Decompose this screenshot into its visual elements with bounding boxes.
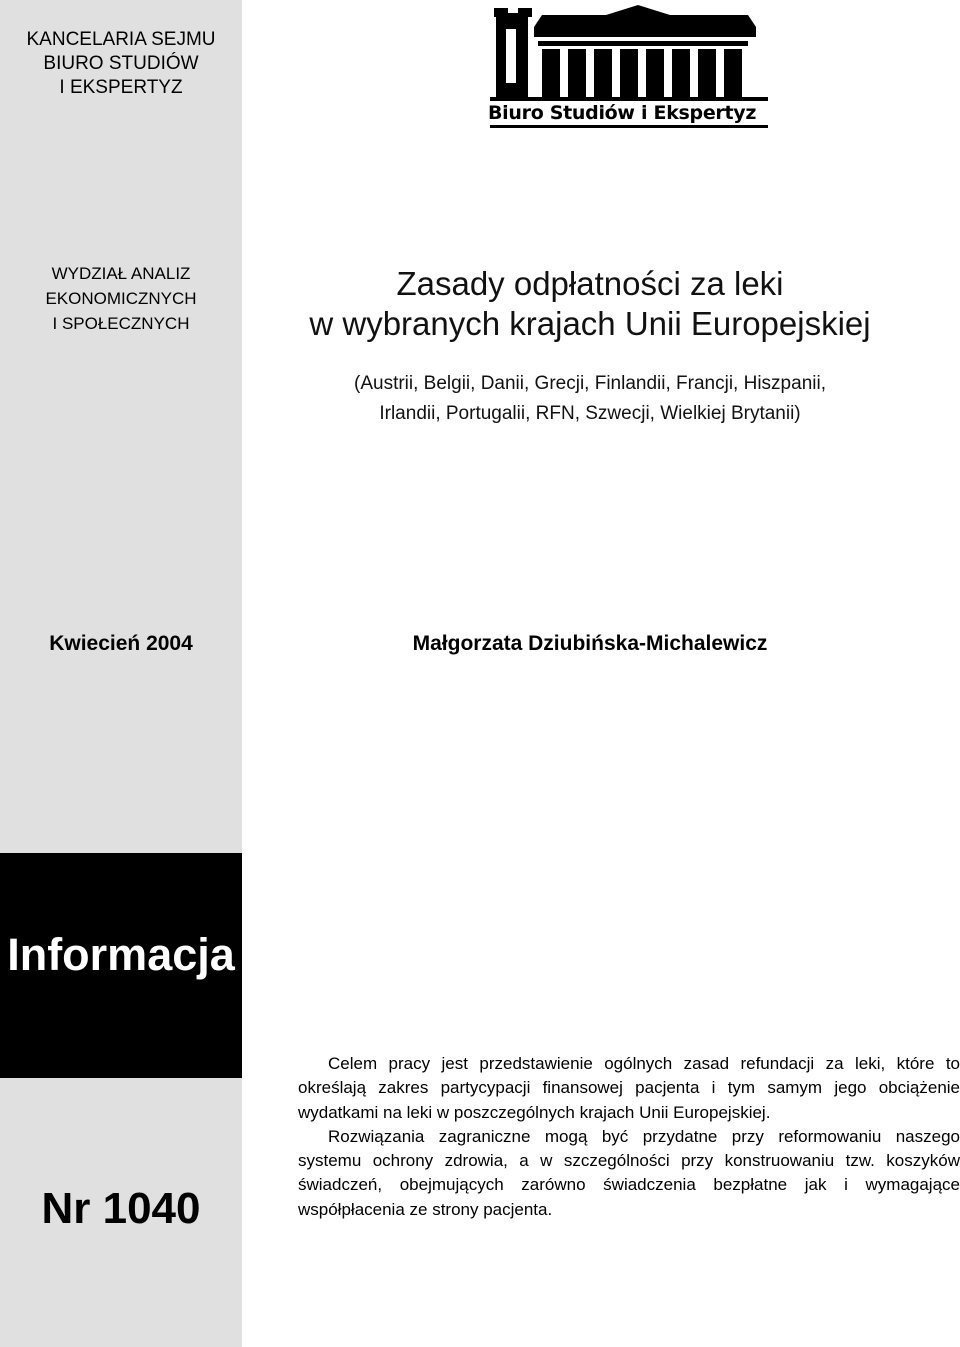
document-title bbox=[300, 264, 880, 344]
department-line: WYDZIAŁ ANALIZ bbox=[51, 264, 191, 283]
document-subtitle bbox=[290, 369, 890, 429]
department-line: I SPOŁECZNYCH bbox=[52, 314, 190, 333]
subtitle-line: (Austrii, Belgii, Danii, Grecji, Finlandii, Francji, Hiszpanii, bbox=[354, 373, 826, 394]
office-line: KANCELARIA SEJMU bbox=[26, 29, 216, 50]
logo bbox=[488, 5, 770, 131]
office-line: BIURO STUDIÓW bbox=[43, 53, 199, 74]
doc-type-label: Informacja bbox=[7, 929, 235, 980]
title-line: Zasady odpłatności za leki bbox=[396, 265, 784, 302]
author-name: Małgorzata Dziubińska-Michalewicz bbox=[412, 632, 768, 655]
department-name bbox=[0, 261, 242, 336]
office-name bbox=[0, 28, 242, 100]
title-line: w wybranych krajach Unii Europejskiej bbox=[309, 305, 871, 342]
summary-paragraph: Celem pracy jest przedstawienie ogólnych zasad refundacji za leki, które to określają zakres partycypacji finansowej pacjenta i tym samym jego obciążenie wydatkami na leki w poszczególnych krajach Unii Europejskiej. bbox=[298, 1054, 960, 1122]
sidebar bbox=[0, 0, 242, 1347]
office-line: I EKSPERTYZ bbox=[59, 77, 183, 98]
summary bbox=[298, 1052, 960, 1222]
summary-paragraph: Rozwiązania zagraniczne mogą być przydatne przy reformowaniu naszego systemu ochrony zdrowia, a w szczególności przy konstruowaniu tzw. koszyków świadczeń, obejmujących zarówno świadczenia bezpłatne jak i wymagające współpłacenia ze strony pacjenta. bbox=[298, 1126, 960, 1219]
department-line: EKONOMICZNYCH bbox=[45, 289, 197, 308]
report-number: Nr 1040 bbox=[41, 1184, 201, 1233]
publication-date: Kwiecień 2004 bbox=[49, 632, 193, 655]
subtitle-line: Irlandii, Portugalii, RFN, Szwecji, Wielkiej Brytanii) bbox=[379, 403, 801, 424]
logo-text: Biuro Studiów i Ekspertyz bbox=[488, 102, 757, 124]
